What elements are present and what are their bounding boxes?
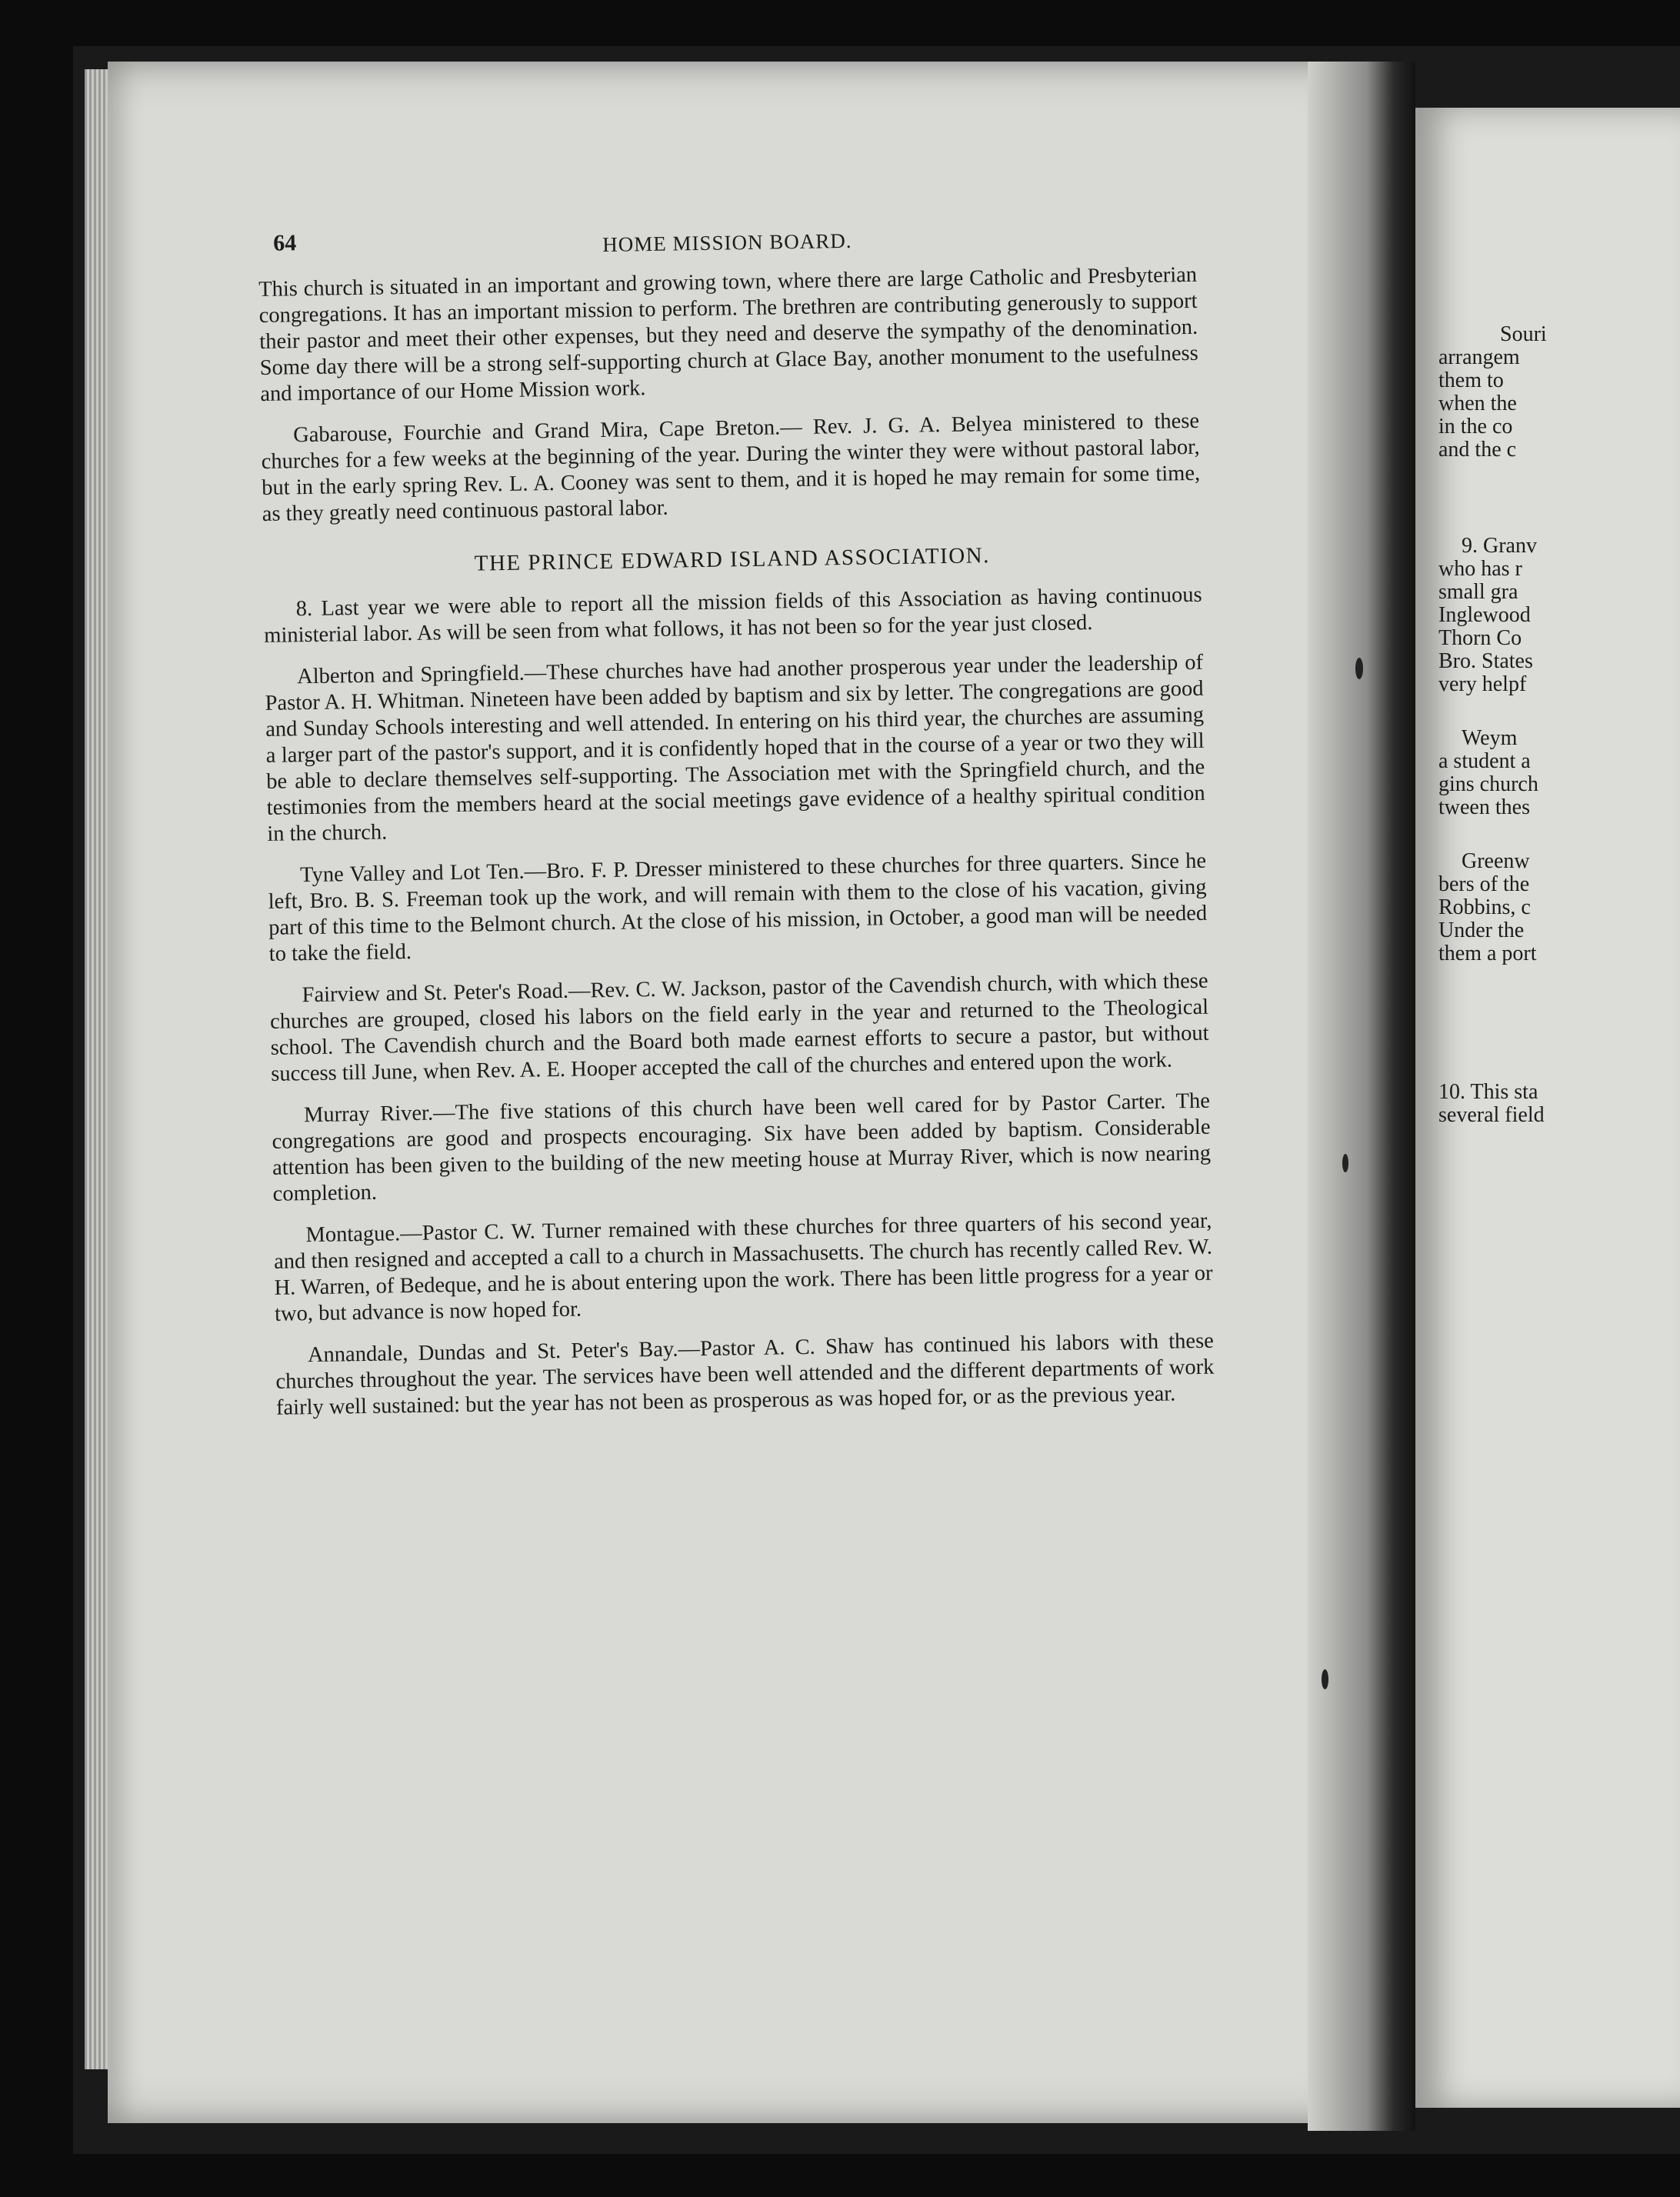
right-page: [1415, 108, 1680, 2108]
text-line: small gra: [1438, 580, 1518, 604]
text-line: Bro. States: [1438, 649, 1533, 673]
text-line: a student a: [1438, 749, 1531, 773]
right-page-text: [1438, 323, 1680, 1127]
text-line: Under the: [1438, 918, 1525, 942]
binding-mark: [1322, 1669, 1328, 1689]
left-page-text: [258, 216, 1215, 1437]
binding-mark: [1355, 658, 1363, 679]
text-line: them a port: [1438, 942, 1537, 965]
paragraph: Tyne Valley and Lot Ten.—Bro. F. P. Dresser ministered to these churches for three quarters. Since he left, Bro. B. S. Freeman took up the work, and will remain with them to the close of his vacation, giving part of this time to the Belmont church. At the close of his mission, in October, a good man will be needed to take the field.: [268, 848, 1208, 966]
section-heading: THE PRINCE EDWARD ISLAND ASSOCIATION.: [474, 543, 991, 576]
text-line: in the co: [1438, 415, 1513, 438]
text-line: arrangem: [1438, 345, 1520, 369]
running-head: HOME MISSION BOARD.: [602, 228, 852, 256]
text-line: Greenw: [1462, 849, 1530, 873]
text-line: Souri: [1500, 322, 1547, 346]
page-number: 64: [272, 230, 297, 256]
text-line: and the c: [1438, 438, 1517, 462]
paragraph: Alberton and Springfield.—These churches have had another prosperous year under the leadership of Pastor A. H. Whitman. Nineteen have been added by baptism and six by letter. The congregations are good and Sunday Schools interesting and well attended. In entering on his third year, the churches are assuming a larger part of the pastor's support, and it is confidently hoped that in the course of a year or two they will be able to declare themselves self-supporting. The Association met with the Springfield church, and the testimonies from the members heard at the social meetings gave evidence of a healthy spiritual condition in the church.: [265, 650, 1205, 846]
text-line: Thorn Co: [1438, 626, 1522, 650]
text-line: very helpf: [1438, 672, 1527, 696]
binding-mark: [1342, 1154, 1348, 1172]
right-fragment-group: [1438, 1081, 1680, 1127]
text-line: when the: [1438, 392, 1517, 415]
text-line: Robbins, c: [1438, 895, 1531, 919]
right-fragment-group: [1438, 850, 1680, 965]
paragraph: This church is situated in an important and growing town, where there are large Catholic and Presbyterian congregations. It has an important mission to perform. The brethren are contributing generously to support their pastor and meet their other expenses, but they need and deserve the sympathy of the denomination. Some day there will be a strong self-supporting church at Glace Bay, another monument to the usefulness and importance of our Home Mission work.: [258, 262, 1198, 406]
right-fragment-group: [1438, 727, 1680, 819]
text-line: gins church: [1438, 772, 1538, 796]
text-line: 10. This sta: [1438, 1080, 1538, 1104]
paragraph: Gabarouse, Fourchie and Grand Mira, Cape Breton.— Rev. J. G. A. Belyea ministered to these churches for a few weeks at the beginning of the year. During the winter they were without pastoral labor, but in the early spring Rev. L. A. Cooney was sent to them, and it is hoped he may remain for some time, as they greatly need continuous pastoral labor.: [261, 408, 1201, 526]
paragraph: Montague.—Pastor C. W. Turner remained with these churches for three quarters of his second year, and then resigned and accepted a call to a church in Massachusetts. The church has recently called Rev. W. H. Warren, of Bedeque, and he is about entering upon the work. There has been little progress for a year or two, but advance is now hoped for.: [273, 1209, 1213, 1326]
paragraph: Annandale, Dundas and St. Peter's Bay.—Pastor A. C. Shaw has continued his labors with these churches throughout the year. The services have been well attended and the different departments of work fairly well sustained: but the year has not been as prosperous as was hoped for, or as the previous year.: [275, 1329, 1215, 1420]
text-line: them to: [1438, 368, 1504, 392]
text-line: bers of the: [1438, 872, 1530, 896]
text-line: Inglewood: [1438, 603, 1531, 627]
paragraph: 8. Last year we were able to report all the mission fields of this Association as having continuous ministerial labor. As will be seen from what follows, it has not been so for the year just closed.: [264, 582, 1202, 648]
text-line: who has r: [1438, 557, 1522, 581]
paragraph: Fairview and St. Peter's Road.—Rev. C. W. Jackson, pastor of the Cavendish church, with which these churches are grouped, closed his labors on the field early in the year and returned to the Theological school. The Cavendish church and the Board both made earnest efforts to secure a pastor, but without success till June, when Rev. A. E. Hooper accepted the call of the churches and entered upon the work.: [269, 968, 1209, 1086]
right-fragment-group: [1438, 535, 1680, 696]
book-gutter: [1308, 62, 1415, 2131]
text-line: tween thes: [1438, 795, 1530, 819]
text-line: Weym: [1462, 726, 1518, 750]
paragraph: Murray River.—The five stations of this church have been well cared for by Pastor Carter. The congregations are good and prospects encouraging. Six have been added by baptism. Considerable attention has been given to the building of the new meeting house at Murray River, which is now nearing completion.: [272, 1088, 1212, 1206]
text-line: several field: [1438, 1103, 1545, 1127]
right-fragment-group: [1438, 323, 1680, 462]
text-line: 9. Granv: [1462, 534, 1537, 558]
